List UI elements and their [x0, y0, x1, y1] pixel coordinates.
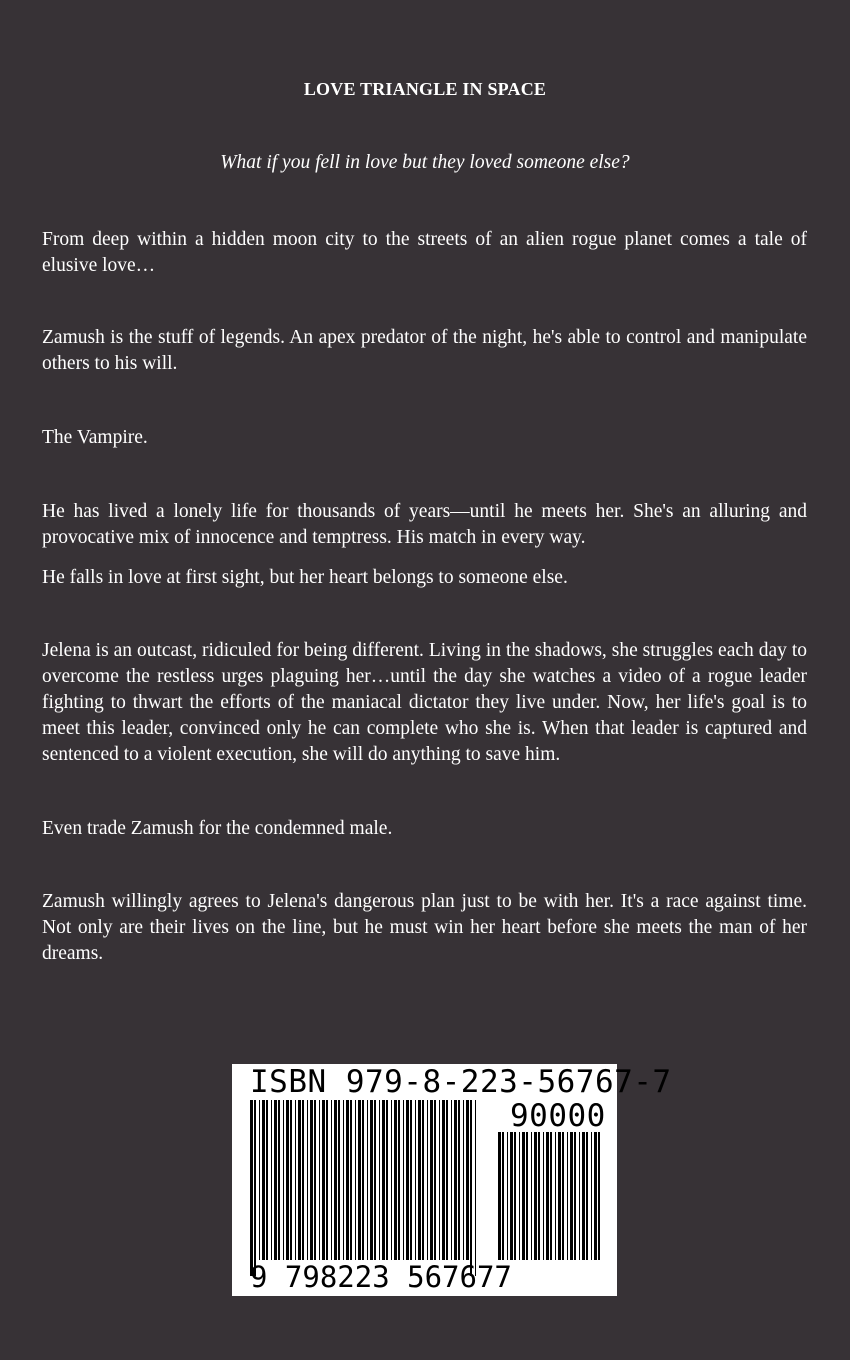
barcode-bar	[594, 1132, 597, 1260]
barcode-bar	[334, 1100, 337, 1260]
barcode-bar	[538, 1132, 540, 1260]
barcode-bar	[295, 1100, 296, 1260]
barcode-bar	[591, 1132, 592, 1260]
barcode-bar	[439, 1100, 440, 1260]
blurb-paragraph-2: Zamush is the stuff of legends. An apex predator of the night, he's able to control and manipulate others to his will.	[42, 327, 807, 374]
barcode-bar	[579, 1132, 580, 1260]
barcode-bar	[475, 1100, 476, 1276]
blurb-paragraph-5: He falls in love at first sight, but her heart belongs to someone else.	[42, 567, 568, 588]
barcode-bar	[558, 1132, 561, 1260]
barcode-bar	[522, 1132, 525, 1260]
barcode-bar	[498, 1132, 501, 1260]
barcode-bar	[259, 1100, 260, 1260]
barcode-bar	[531, 1132, 532, 1260]
price-code: 90000	[510, 1098, 606, 1134]
barcode-bar	[271, 1100, 272, 1260]
barcode-bar	[283, 1100, 284, 1260]
barcode-bar	[266, 1100, 268, 1260]
barcode-bar	[546, 1132, 549, 1260]
barcode-bar	[434, 1100, 436, 1260]
barcode-bar	[274, 1100, 277, 1260]
barcode-bar	[582, 1132, 585, 1260]
barcode-bar	[418, 1100, 421, 1260]
barcode-bar	[298, 1100, 301, 1260]
barcode-bar	[507, 1132, 508, 1260]
barcode-bar	[567, 1132, 568, 1260]
barcode-bar	[343, 1100, 344, 1260]
barcode-bar	[403, 1100, 404, 1260]
tagline: What if you fell in love but they loved someone else?	[220, 152, 630, 173]
barcode-bar	[290, 1100, 292, 1260]
barcode-bar	[526, 1132, 528, 1260]
blurb-paragraph-8: Zamush willingly agrees to Jelena's dangerous plan just to be with her. It's a race against time. Not only are their lives on the line, but he must win her heart before she meets the man of her dreams.	[42, 891, 807, 964]
barcode-bar	[278, 1100, 280, 1260]
barcode-bar	[422, 1100, 424, 1260]
barcode-bar	[430, 1100, 433, 1260]
blurb-paragraph-3: The Vampire.	[42, 427, 148, 448]
barcode-bar	[379, 1100, 380, 1260]
barcode-bar	[386, 1100, 388, 1260]
barcode-bar	[502, 1132, 504, 1260]
barcode-bar	[586, 1132, 588, 1260]
isbn-label: ISBN 979-8-223-56767-7	[250, 1064, 672, 1100]
barcode-bar	[410, 1100, 412, 1260]
barcode-bar	[519, 1132, 520, 1260]
barcode-bar	[250, 1100, 253, 1276]
barcode-bar	[338, 1100, 340, 1260]
barcode-bar	[286, 1100, 289, 1260]
barcode-bar	[302, 1100, 304, 1260]
barcode-bar	[550, 1132, 552, 1260]
barcode-bar	[374, 1100, 376, 1260]
blurb-paragraph-4: He has lived a lonely life for thousands of years—until he meets her. She's an alluring and provocative mix of innocence and temptress. His match in every way.	[42, 501, 807, 548]
barcode-bar	[307, 1100, 308, 1260]
barcode-bar	[319, 1100, 320, 1260]
barcode-bar	[262, 1100, 265, 1260]
barcode-bar	[555, 1132, 556, 1260]
barcode-bar	[367, 1100, 368, 1260]
barcode-bar	[331, 1100, 332, 1260]
barcode-bar	[310, 1100, 313, 1260]
barcode-bar	[562, 1132, 564, 1260]
blurb-paragraph-7: Even trade Zamush for the condemned male.	[42, 818, 393, 839]
barcode-bar	[543, 1132, 544, 1260]
barcode-bar	[463, 1100, 464, 1260]
cover-heading: LOVE TRIANGLE IN SPACE	[303, 79, 547, 99]
barcode-bar	[598, 1132, 600, 1260]
barcode-bar	[451, 1100, 452, 1260]
blurb-paragraph-6: Jelena is an outcast, ridiculed for being different. Living in the shadows, she struggles each day to overcome the restless urges plaguing her…until the day she watches a video of a rogue leader fighting to thwart the efforts of the maniacal dictator they live under. Now, her life's goal is to meet this leader, convinced only he can complete who she is. When that leader is captured and sentenced to a violent execution, she will do anything to save him.	[42, 640, 807, 765]
barcode-digits: 9 798223 567677	[250, 1260, 512, 1294]
barcode-bar	[362, 1100, 364, 1260]
barcode-bar	[382, 1100, 385, 1260]
barcode-bar	[370, 1100, 373, 1260]
barcode-bar	[398, 1100, 400, 1260]
barcode-bar	[458, 1100, 460, 1260]
barcode-bar	[350, 1100, 352, 1260]
barcode-bar	[446, 1100, 448, 1260]
barcode-bar	[514, 1132, 516, 1260]
barcode-bar	[570, 1132, 573, 1260]
barcode-bar	[470, 1100, 472, 1276]
barcode-bar	[346, 1100, 349, 1260]
barcode-bar	[254, 1100, 256, 1276]
barcode-bar	[406, 1100, 409, 1260]
barcode-bar	[466, 1100, 469, 1260]
barcode-bar	[391, 1100, 392, 1260]
barcode-bar	[358, 1100, 361, 1260]
isbn-barcode	[232, 1064, 672, 1296]
barcode-bar	[510, 1132, 513, 1260]
barcode-bar	[326, 1100, 328, 1260]
barcode-bar	[454, 1100, 457, 1260]
barcode-bar	[427, 1100, 428, 1260]
barcode-bar	[415, 1100, 416, 1260]
barcode-bar	[534, 1132, 537, 1260]
barcode-bar	[574, 1132, 576, 1260]
barcode-bar	[394, 1100, 397, 1260]
barcode-bar	[442, 1100, 445, 1260]
barcode-bar	[322, 1100, 325, 1260]
barcode-bar	[314, 1100, 316, 1260]
barcode-bar	[355, 1100, 356, 1260]
blurb-paragraph-1: From deep within a hidden moon city to the streets of an alien rogue planet comes a tale of elusive love…	[42, 229, 807, 276]
